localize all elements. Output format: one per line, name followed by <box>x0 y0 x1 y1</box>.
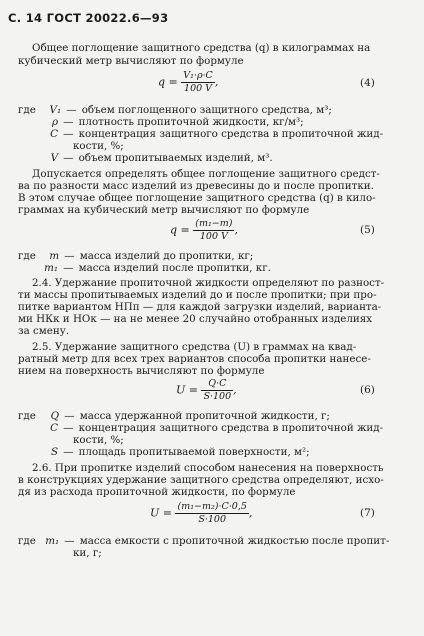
formula-lhs: q = <box>170 223 190 237</box>
formula-fraction <box>201 378 233 403</box>
definition-symbol: ρ <box>51 116 58 128</box>
paragraph-line: 2.4. Удержание пропиточной жидкости определяют по разност- <box>32 277 385 289</box>
definition-row: V — объем пропитываемых изделий, м³. <box>18 152 273 164</box>
definition-text: площадь пропитываемой поверхности, м²; <box>78 446 310 458</box>
definition-intro: где <box>18 410 36 422</box>
formula-denominator: S·100 <box>203 391 232 402</box>
formula-numerator: (m₁−m₂)·C·0,5 <box>177 501 247 512</box>
formula-lhs: q = <box>158 75 178 89</box>
definition-row: C — концентрация защитного средства в пропиточной жид- <box>18 128 383 140</box>
definition-text: масса изделий после пропитки, кг. <box>78 262 271 274</box>
definition-row <box>73 434 124 446</box>
definition-row: где V₁ — объем поглощенного защитного средства, м³; <box>18 104 332 116</box>
definition-text: объем поглощенного защитного средства, м³; <box>81 104 332 116</box>
definition-row: где m₁ — масса емкости с пропиточной жидкостью после пропит- <box>18 535 390 547</box>
definition-symbol: C <box>50 422 58 434</box>
formula-numerator: (m₁−m) <box>195 218 233 229</box>
paragraph-line: 2.5. Удержание защитного средства (U) в граммах на квад- <box>32 341 357 353</box>
paragraph-line: в конструкциях удержание защитного средства определяют, исхо- <box>18 474 384 486</box>
paragraph-line: Допускается определять общее поглощение защитного средст- <box>32 168 380 180</box>
definition-text: кости, %; <box>73 140 124 152</box>
formula-lhs: U = <box>176 383 198 397</box>
definition-row: где Q — масса удержанной пропиточной жидкости, г; <box>18 410 330 422</box>
formula-denominator: S·100 <box>175 513 248 526</box>
definition-text: концентрация защитного средства в пропиточной жид- <box>78 128 384 140</box>
definition-symbol: V <box>50 152 58 164</box>
formula-comma: , <box>233 383 237 397</box>
definition-row: ρ — плотность пропиточной жидкости, кг/м³; <box>18 116 304 128</box>
definition-symbol: m <box>49 250 60 262</box>
formula-5 <box>170 218 238 243</box>
definition-intro: где <box>18 104 36 116</box>
definition-intro: где <box>18 250 36 262</box>
definition-text: плотность пропиточной жидкости, кг/м³; <box>78 116 304 128</box>
formula-lhs: U = <box>150 506 172 520</box>
definition-row <box>73 547 102 559</box>
definition-symbol: C <box>50 128 58 140</box>
paragraph-line: питке вариантом НПп — для каждой загрузки изделий, варианта- <box>18 301 382 313</box>
paragraph-line: ратный метр для всех трех вариантов способа пропитки нанесе- <box>18 353 371 365</box>
paragraph-line: ти массы пропитываемых изделий до и после пропитки; при про- <box>18 289 377 301</box>
paragraph-line: за смену. <box>18 325 70 337</box>
paragraph-line: кубический метр вычисляют по формуле <box>18 55 244 67</box>
paragraph-line: нием на поверхность вычисляют по формуле <box>18 365 265 377</box>
equation-number: (5) <box>360 224 375 236</box>
paragraph-line: граммах на кубический метр вычисляют по формуле <box>18 204 310 216</box>
paragraph-line: В этом случае общее поглощение защитного средства (q) в кило- <box>18 192 376 204</box>
definition-row <box>73 140 124 152</box>
definition-symbol: m₁ <box>44 262 58 274</box>
formula-denominator: 100 V <box>193 230 234 243</box>
definition-text: объем пропитываемых изделий, м³. <box>78 152 273 164</box>
paragraph-line: ми НКк и НОк — на не менее 20 случайно отобранных изделиях <box>18 313 373 325</box>
formula-numerator: Q·C <box>208 378 227 389</box>
formula-denominator: 100 V <box>181 82 215 95</box>
definition-text: масса емкости с пропиточной жидкостью после пропит- <box>79 535 390 547</box>
definition-text: ки, г; <box>73 547 102 559</box>
equation-number: (7) <box>360 507 375 519</box>
page-header: С. 14 ГОСТ 20022.6—93 <box>8 11 169 25</box>
definition-symbol: S <box>50 446 58 458</box>
definition-text: кости, %; <box>73 434 124 446</box>
paragraph-line: 2.6. При пропитке изделий способом нанесения на поверхность <box>32 462 384 474</box>
formula-7 <box>150 501 252 526</box>
definition-row: C — концентрация защитного средства в пропиточной жид- <box>18 422 383 434</box>
paragraph-line: Общее поглощение защитного средства (q) в килограммах на <box>32 42 371 54</box>
formula-fraction <box>181 70 215 95</box>
definition-row: m₁ — масса изделий после пропитки, кг. <box>18 262 271 274</box>
formula-comma: , <box>248 506 253 520</box>
definition-text: масса изделий до пропитки, кг; <box>79 250 254 262</box>
formula-comma: , <box>214 75 219 89</box>
formula-6 <box>176 378 237 403</box>
formula-fraction <box>175 501 248 526</box>
definition-intro: где <box>18 535 36 547</box>
formula-4 <box>158 70 218 95</box>
definition-text: масса удержанной пропиточной жидкости, г; <box>79 410 330 422</box>
definition-symbol: m₁ <box>45 535 60 547</box>
definition-symbol: Q <box>50 410 60 422</box>
definition-text: концентрация защитного средства в пропиточной жид- <box>78 422 384 434</box>
equation-number: (6) <box>360 384 375 396</box>
paragraph-line: дя из расхода пропиточной жидкости, по формуле <box>18 486 296 498</box>
definition-symbol: V₁ <box>49 104 62 116</box>
formula-comma: , <box>234 223 238 237</box>
definition-row: где m — масса изделий до пропитки, кг; <box>18 250 254 262</box>
definition-row: S — площадь пропитываемой поверхности, м²; <box>18 446 310 458</box>
paragraph-line: ва по разности масс изделий из древесины до и после пропитки. <box>18 180 374 192</box>
formula-fraction <box>193 218 234 243</box>
equation-number: (4) <box>360 77 375 89</box>
formula-numerator: V₁·ρ·C <box>183 70 213 81</box>
